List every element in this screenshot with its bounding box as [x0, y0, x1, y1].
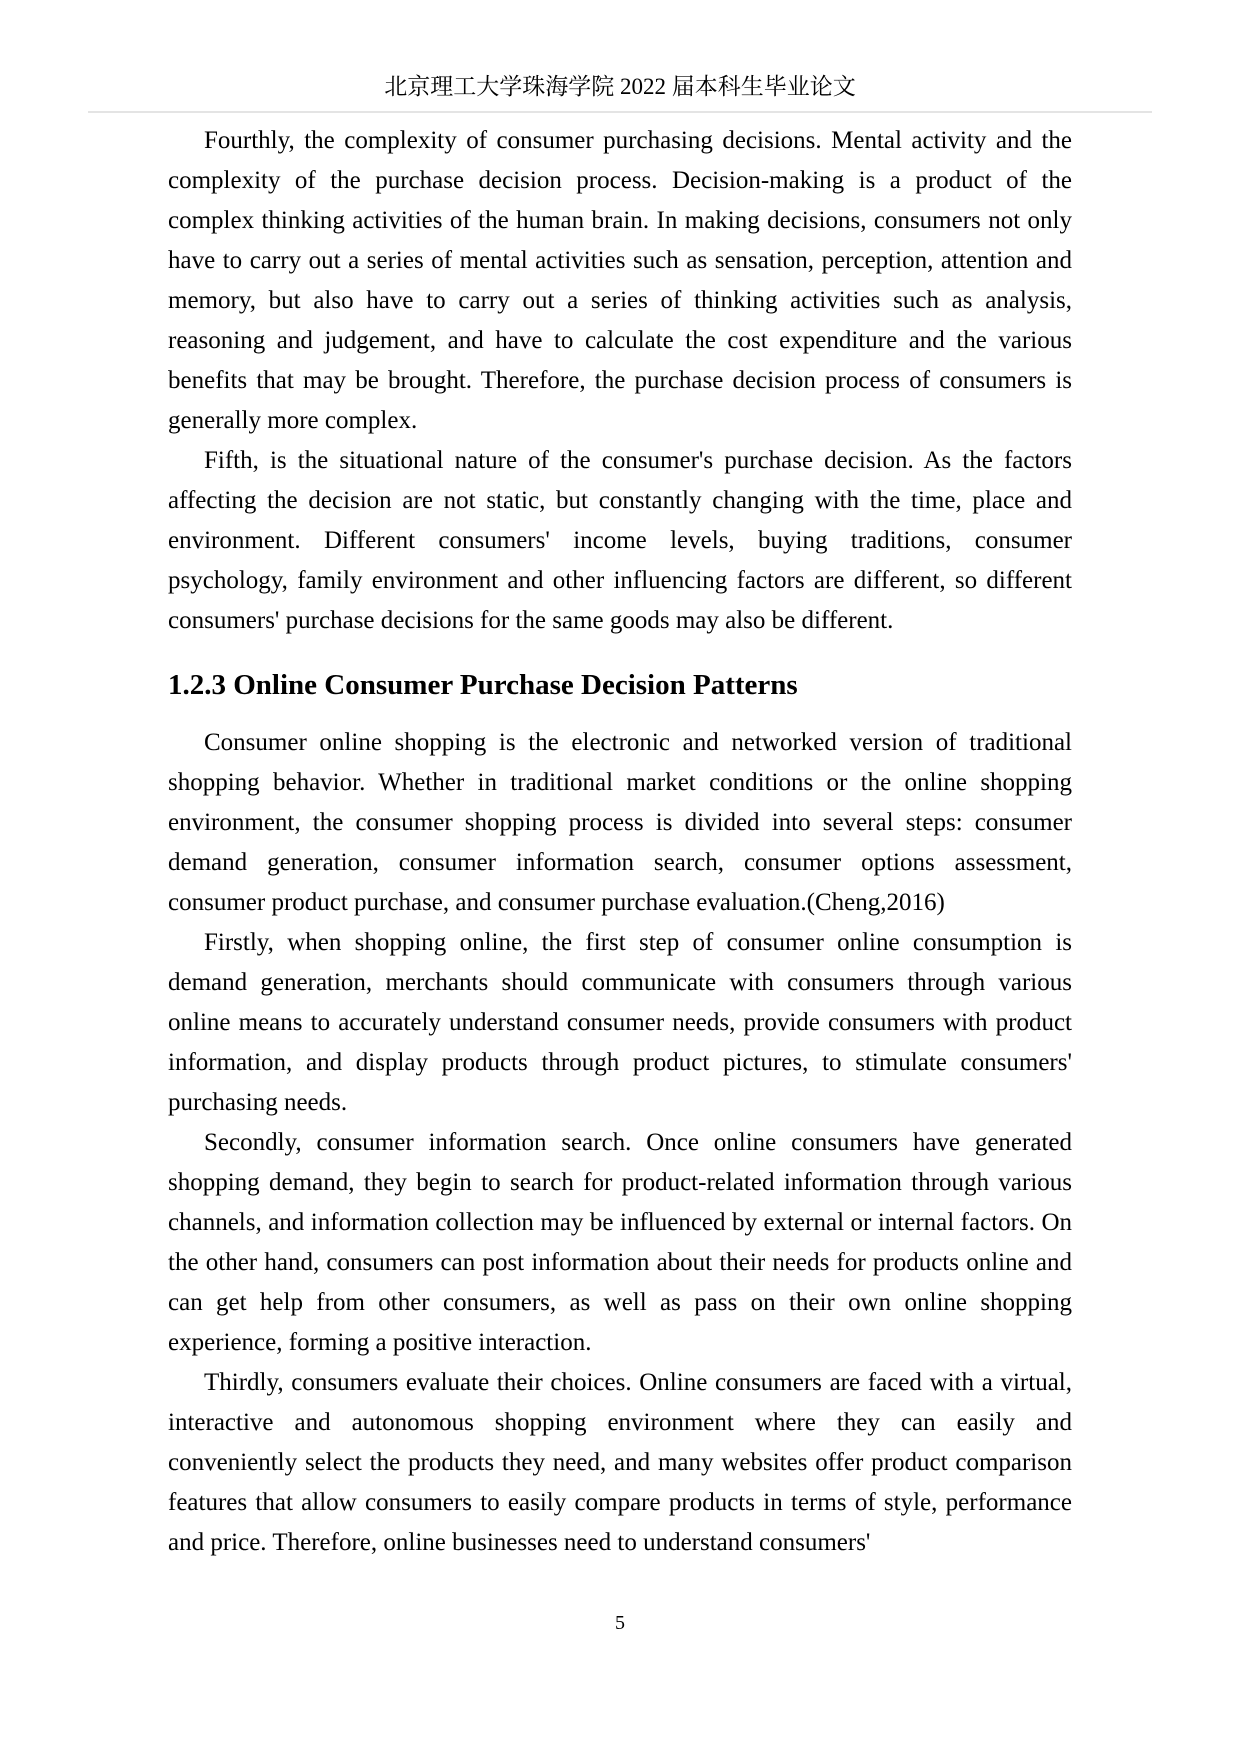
body-paragraph: Fifth, is the situational nature of the consumer's purchase decision. As the factors affecting the decision are not static, but constantly changing with the time, place and environment. Different consumers' income levels, buying traditions, consumer psychology, family environment and other influencing factors are different, so different consumers' purchase decisions for the same goods may also be different. — [168, 447, 1072, 634]
body-paragraph: Secondly, consumer information search. Once online consumers have generated shopping demand, they begin to search for product-related information through various channels, and information collection may be influenced by external or internal factors. On the other hand, consumers can post information about their needs for products online and can get help from other consumers, as well as pass on their own online shopping experience, forming a positive interaction. — [168, 1129, 1072, 1356]
header-divider — [88, 111, 1152, 113]
body-paragraph: Fourthly, the complexity of consumer purchasing decisions. Mental activity and the complexity of the purchase decision process. Decision-making is a product of the complex thinking activities of the human brain. In making decisions, consumers not only have to carry out a series of mental activities such as sensation, perception, attention and memory, but also have to carry out a series of thinking activities such as analysis, reasoning and judgement, and have to calculate the cost expenditure and the various benefits that may be brought. Therefore, the purchase decision process of consumers is generally more complex. — [168, 127, 1072, 434]
section-heading: 1.2.3 Online Consumer Purchase Decision Patterns — [168, 669, 798, 701]
body-paragraph: Thirdly, consumers evaluate their choices. Online consumers are faced with a virtual, interactive and autonomous shopping environment where they can easily and conveniently select the products they need, and many websites offer product comparison features that allow consumers to easily compare products in terms of style, performance and price. Therefore, online businesses need to understand consumers' — [168, 1369, 1072, 1556]
running-header: 北京理工大学珠海学院 2022 届本科生毕业论文 — [384, 74, 856, 99]
body-paragraph: Firstly, when shopping online, the first step of consumer online consumption is demand generation, merchants should communicate with consumers through various online means to accurately understand consumer needs, provide consumers with product information, and display products through product pictures, to stimulate consumers' purchasing needs. — [168, 929, 1072, 1116]
body-text — [168, 121, 1072, 1563]
page-number: 5 — [615, 1612, 625, 1634]
body-paragraph: Consumer online shopping is the electronic and networked version of traditional shopping behavior. Whether in traditional market conditions or the online shopping environment, the consumer shopping process is divided into several steps: consumer demand generation, consumer information search, consumer options assessment, consumer product purchase, and consumer purchase evaluation.(Cheng,2016) — [168, 729, 1072, 916]
